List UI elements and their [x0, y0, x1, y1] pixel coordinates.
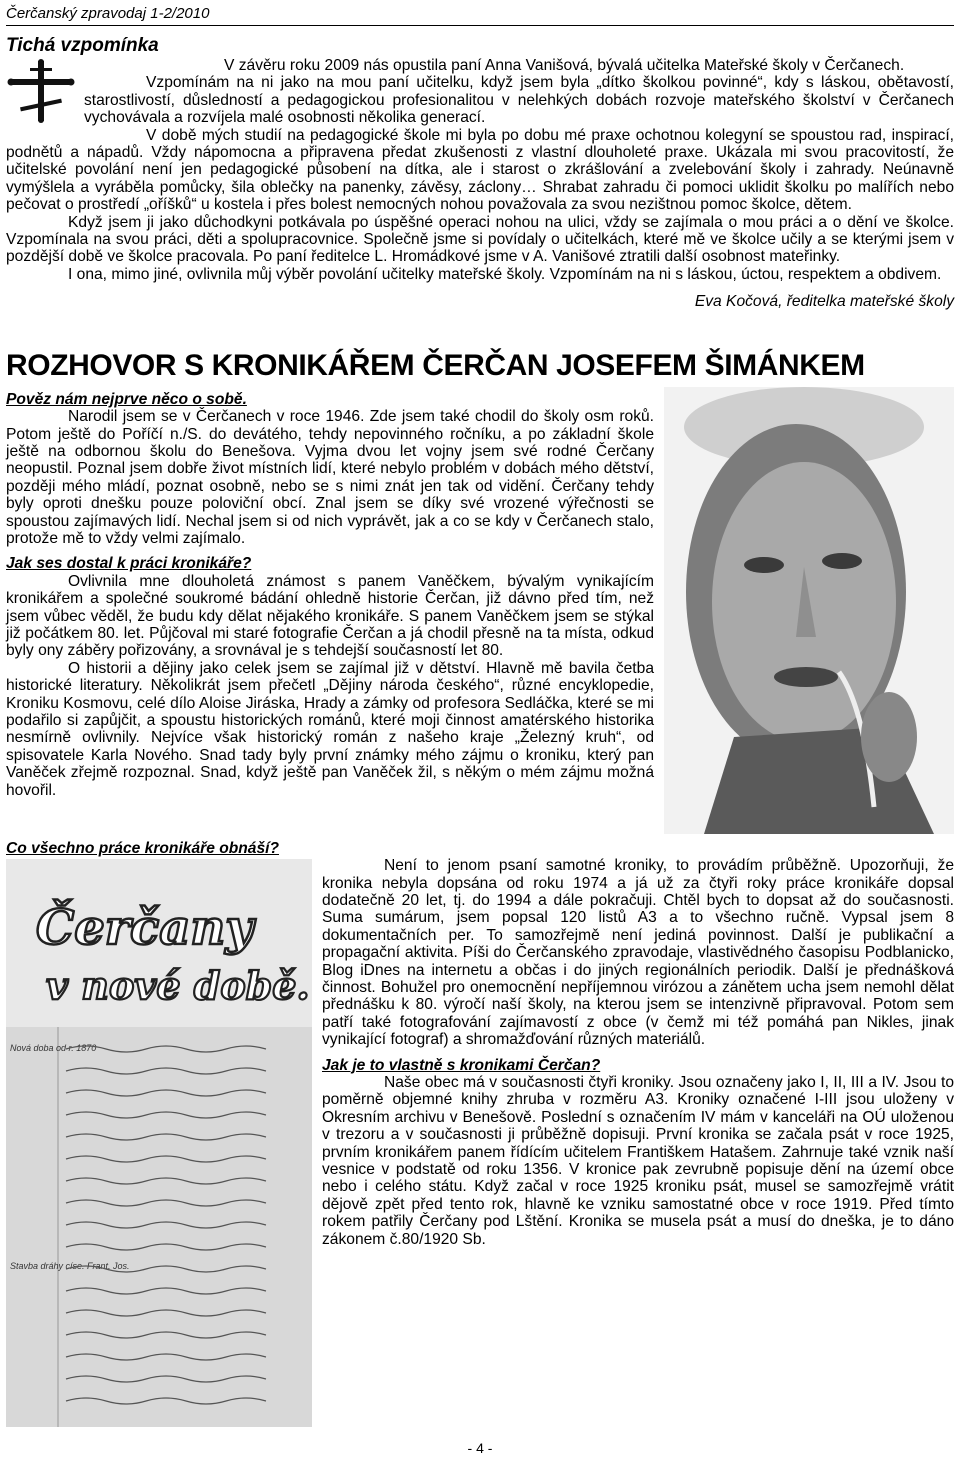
memorial-title: Tichá vzpomínka: [6, 35, 159, 56]
page-number: - 4 -: [467, 1440, 493, 1456]
page: [6, 0, 954, 1429]
memorial-paragraph: Vzpomínám na ni jako na mou paní učitelku, když jsem byla „dítko školkou povinné“, kdy s láskou, obětavostí, starostlivostí, důsledností a pedagogickou profesionalitou v nelehkých dobách rozvoje mateřského školství v Čerčanech vychovávala a rozvíjela malé osobnosti několika generací.: [84, 74, 954, 127]
chronicle-heading-2: v nové době.: [46, 963, 310, 1009]
portrait-photo: [664, 387, 954, 834]
interview-question: Jak je to vlastně s kronikami Čerčan?: [322, 1056, 601, 1074]
chronicle-side-note: Stavba dráhy císe. Frant. Jos.: [10, 1261, 130, 1272]
memorial-intro: V závěru roku 2009 nás opustila paní Anna Vanišová, bývalá učitelka Mateřské školy v Čerčanech.: [224, 57, 905, 74]
interview-question: Jak ses dostal k práci kronikáře?: [6, 555, 252, 573]
memorial-paragraph: V době mých studií na pedagogické škole mi byla po dobu mé praxe ochotnou kolegyní se spoustou rad, inspirací, podnětů a nápadů. Vždy nápomocna a připravena předat zkušenosti z vlastní dlouholeté praxe. Ukázala mi svou pracovitostí, že učitelské povolání není jen pedagogické působení na dítka, ale i starost o zkrášlování a zvelebování školy i zahrady. Neúnavně vymýšlela a vyráběla pomůcky, šila oblečky na panenky, závěsy, záclony… Shrabat zahradu či pomoci uklidit školku po malířích nebo pečovat o prostředí „oříšků“ u kostela i přes bolest nemocných nohou považovala za svou nezištnou pomoc školce, dětem.: [6, 126, 954, 214]
interview-title: ROZHOVOR S KRONIKÁŘEM ČERČAN JOSEFEM ŠIMÁNKEM: [6, 348, 865, 382]
interview-question: Pověz nám nejprve něco o sobě.: [6, 390, 247, 408]
interview-question: Co všechno práce kronikáře obnáší?: [6, 839, 279, 857]
cross-icon: [6, 59, 76, 123]
interview-answer: Ovlivnila mne dlouholetá známost s panem Vaněčkem, bývalým vynikajícím kronikářem a společné soukromé bádání ohledně historie Čerčan, již dávno před tím, než jsem vůbec věděl, že budu kdy dělat nějakého kronikáře. S panem Vaněčkem jsem se stýkal již počátkem 80. let. Půjčoval mi staré fotografie Čerčan a já chodil přesně na ta místa, odkud byly ony záběry pořizovány, a srovnával je s tehdejší současností let 80.: [6, 572, 654, 660]
memorial-paragraph: I ona, mimo jiné, ovlivnila můj výběr povolání učitelky mateřské školy. Vzpomínám na ni s láskou, úctou, respektem a obdivem.: [68, 265, 942, 283]
interview-answer: Naše obec má v současnosti čtyři kroniky. Jsou označeny jako I, II, III a IV. Jsou to poměrně objemné knihy zhruba v rozměru A3. Kroniky označené I-III jsou uloženy v Okresním archivu v Benešově. Poslední s označením IV mám v kanceláři na OÚ uloženou v trezoru a v současnosti ji průběžně dopisuji. První kronika se začala psát v roce 1925, prvním kronikářem panem řídícím učitelem Františkem Hatašem. Zahrnuje také vznik naší vesnice v podstatě od roku 1356. V kronice pak zevrubně popisuje dění na území obce nebo i celého státu. Když začal v roce 1925 kroniku psát, musel se samozřejmě vrátit dějově zpět před tento rok, hlavně ke vzniku samostatné obce v roce 1919. Před tímto rokem patřily Čerčany pod Lštění. Kronika se musela psát a musí do dneška, je to dáno zákonem č.80/1920 Sb.: [322, 1073, 954, 1248]
chronicle-heading-1: Čerčany: [36, 900, 254, 957]
interview-answer: Narodil jsem se v Čerčanech v roce 1946. Zde jsem také chodil do školy osm roků. Potom ještě do Poříčí n./S. do devátého, tehdy nepovinného ročníku, a po základní škole ještě na odbornou školu do Benešova. Vyjma dvou let vojny jsem své rodné Čerčany neopustil. Poznal jsem dobře život místních lidí, které nebylo problém v dobách mého dětství, později mého mládí, poznat osobně, nebo se s nimi znát jen tak od vidění. Čerčany tehdy byly oproti dnešku pouze poloviční obcí. Znal jsem se díky své vrozené výřečnosti se spoustou zajímavých lidí. Nechal jsem si od nich vyprávět, jak a co se kdy v Čerčanech stalo, protože mě to vždy velmi zajímalo.: [6, 408, 654, 547]
memorial-signature: Eva Kočová, ředitelka mateřské školy: [694, 293, 954, 311]
chronicle-side-note: Nová doba od r. 1870: [10, 1043, 97, 1054]
page-header: Čerčanský zpravodaj 1-2/2010: [6, 0, 954, 26]
chronicle-page-photo: [6, 859, 312, 1427]
interview-answer: O historii a dějiny jako celek jsem se zajímal již v dětství. Hlavně mě bavila četba historické literatury. Několikrát jsem přečetl „Dějiny národa českého“, různé encyklopedie, Kroniku Kosmovu, celé dílo Aloise Jiráska, Hrady a zámky od profesora Sedláčka, které se mi podařilo si zapůjčit, a spoustu historických románů, které moji činnost amatérského historika nesmírně ovlivnily. Nejvíce však historický román z našeho kraje „Železný kruh“, od spisovatele Karla Nového. Snad tady byly první známky mého zájmu o kroniku, který pan Vaněček zřejmě rozpoznal. Snad, když ještě pan Vaněček žil, s někým o mém zájmu možná hovořil.: [6, 659, 654, 799]
memorial-paragraph: Když jsem ji jako důchodkyni potkávala po úspěšné operaci nohou na ulici, vždy se zajímala o mou práci a o dění ve školce. Vzpomínala na svou práci, děti a spolupracovnice. Společně jsme si povídaly o učitelkách, které mě ve školce učily a se kterými jsem v pozdější době ve školce pracovala. Po paní ředitelce L. Hromádkové jsme v A. Vanišové ztratili další osobnost mateřinky.: [6, 213, 954, 266]
interview-answer: Není to jenom psaní samotné kroniky, to provádím průběžně. Upozorňuji, že kronika nebyla dopsána od roku 1974 a já už za čtyři roky práce kronikáře dopsal dodatečně 20 let, tj. do 1994 a dále pokračuji. Chtěl bych to dopsat až do současnosti. Suma sumárum, jsem popsal 120 listů A3 a to všechno ručně. Vypsal jsem 8 dokumentačních per. To samozřejmě není jediná povinnost. Další je publikační a propagační aktivita. Píši do Čerčanského zpravodaje, vlastivědného časopisu Podblanicko, Blog iDnes na internetu a občas i do jiných regionálních periodik. Další je přednášková činnost. Bohužel pro onemocnění nepříjemnou virózou a zánětem ucha jsem nemohl dělat přednášku k 80. výročí naší školy, na kterou jsem se intenzivně připravoval. Potom sem patří také fotografování zajímavostí z obce (v čemž mi též pomáhá pan Nikles, jinak vynikající fotograf) a shromažďování různých materiálů.: [322, 857, 954, 1049]
